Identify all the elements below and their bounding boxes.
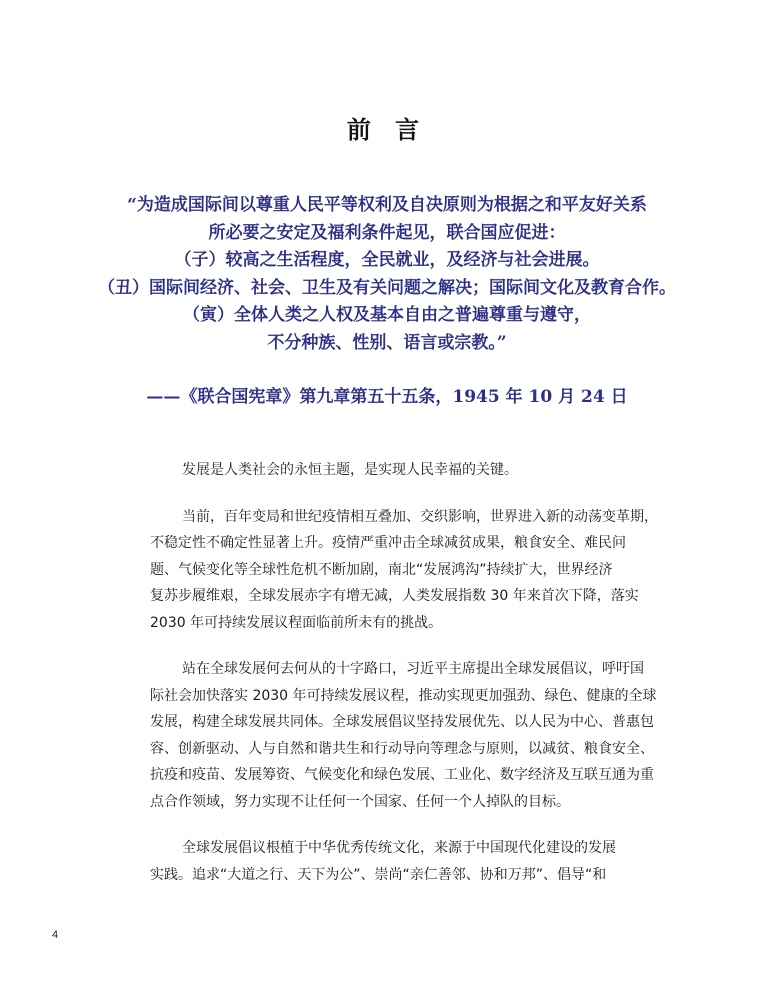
paragraph-1: [150, 457, 630, 484]
paragraph-line: 实践。追求“大道之行、天下为公”、崇尚“亲仁善邻、协和万邦”、倡导“和: [150, 866, 607, 883]
paragraph-line: 当前，百年变局和世纪疫情相互叠加、交织影响，世界进入新的动荡变革期，: [182, 508, 658, 525]
body-text: [150, 457, 658, 908]
paragraph-line: 不稳定性不确定性显著上升。疫情严重冲击全球减贫成果，粮食安全、难民问: [150, 535, 626, 551]
paragraph-line: 复苏步履维艰，全球发展赤字有增无减，人类发展指数 30 年来首次下降，落实: [150, 588, 639, 604]
page-number: 4: [52, 929, 59, 941]
page-title: 前 言: [346, 116, 428, 144]
quote-line: （寅）全体人类之人权及基本自由之普遍尊重与遵守，: [183, 305, 591, 325]
quote-line: 所必要之安定及福利条件起见，联合国应促进：: [208, 222, 566, 243]
quote-source: ——《联合国宪章》第九章第五十五条，1945 年 10 月 24 日: [146, 387, 628, 407]
charter-quote: [0, 192, 774, 357]
paragraph-line: 点合作领域，努力实现不让任何一个国家、任何一个人掉队的目标。: [150, 793, 570, 810]
paragraph-3: [150, 656, 657, 815]
paragraph-line: 题、气候变化等全球性危机不断加剧，南北“发展鸿沟”持续扩大，世界经济: [150, 561, 613, 578]
paragraph-line: 抗疫和疫苗、发展筹资、气候变化和绿色发展、工业化、数字经济及互联互通为重: [150, 767, 654, 783]
paragraph-line: 际社会加快落实 2030 年可持续发展议程，推动实现更加强劲、绿色、健康的全球: [150, 687, 657, 704]
paragraph-line: 全球发展倡议根植于中华优秀传统文化，来源于中国现代化建设的发展: [182, 840, 616, 856]
paragraph-line: 发展是人类社会的永恒主题，是实现人民幸福的关键。: [182, 462, 518, 478]
quote-line: （子）较高之生活程度，全民就业，及经济与社会进展。: [174, 250, 600, 270]
quote-line: 不分种族、性别、语言或宗教。”: [267, 332, 507, 353]
paragraph-line: 2030 年可持续发展议程面临前所未有的挑战。: [150, 614, 443, 631]
paragraph-2: [150, 504, 658, 637]
paragraph-line: 站在全球发展何去何从的十字路口，习近平主席提出全球发展倡议，呼吁国: [182, 661, 644, 677]
paragraph-4: [150, 835, 630, 888]
quote-line: （丑）国际间经济、社会、卫生及有关问题之解决；国际间文化及教育合作。: [98, 277, 676, 298]
quote-line: “为造成国际间以尊重人民平等权利及自决原则为根据之和平友好关系: [127, 195, 647, 215]
paragraph-line: 发展，构建全球发展共同体。全球发展倡议坚持发展优先、以人民为中心、普惠包: [150, 714, 654, 730]
paragraph-line: 容、创新驱动、人与自然和谐共生和行动导向等理念与原则，以减贫、粮食安全、: [150, 740, 654, 757]
